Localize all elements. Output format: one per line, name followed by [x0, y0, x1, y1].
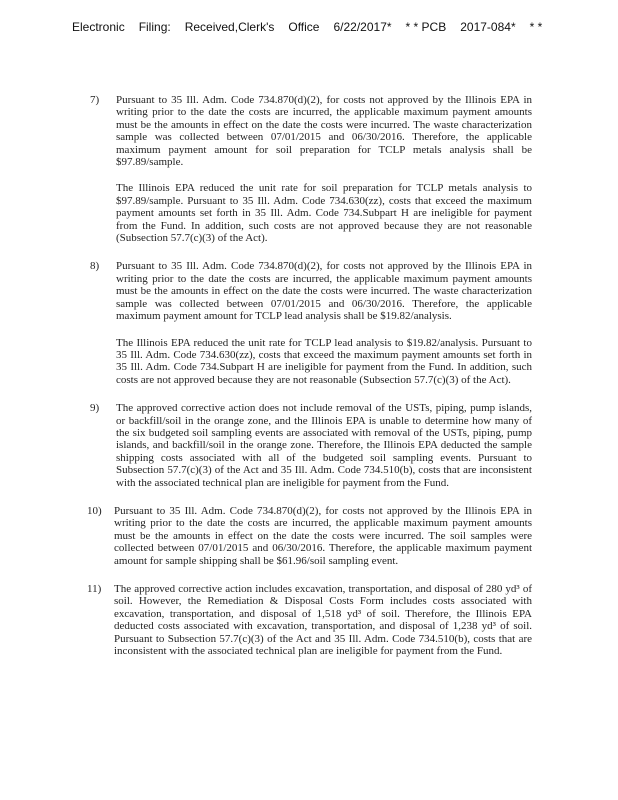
- item-paragraph: The Illinois EPA reduced the unit rate for TCLP lead analysis to $19.82/analysis. Pursuant to 35 Ill. Adm. Code 734.630(zz), costs that exceed the maximum payment amounts set forth in 35 Ill. Adm. Code 734.Subpart H are ineligible for payment from the Fund. In addition, such costs are not approved because they are not reasonable (Subsection 57.7(c)(3) of the Act).: [116, 336, 532, 386]
- header-pcb: * * PCB: [405, 20, 447, 34]
- header-office: Office: [288, 20, 320, 34]
- numbered-item-7: [90, 94, 532, 244]
- filing-stamp-header: [72, 20, 612, 34]
- header-electronic: Electronic: [72, 20, 125, 34]
- item-number: 7): [90, 94, 100, 106]
- numbered-item-8: [90, 260, 532, 386]
- header-docket: 2017-084*: [460, 20, 516, 34]
- header-date: 6/22/2017*: [333, 20, 392, 34]
- header-filing: Filing:: [138, 20, 171, 34]
- numbered-item-10: [87, 504, 532, 567]
- header-received: Received,Clerk's: [184, 20, 275, 34]
- document-body: [87, 94, 532, 658]
- item-paragraph: The approved corrective action includes excavation, transportation, and disposal of 280 yd³ of soil. However, the Remediation & Disposal Costs Form includes costs associated with excavation, transportation, and disposal of 1,518 yd³ of soil. Therefore, the Illinois EPA deducted costs associated with excavation, transportation, and disposal of 1,238 yd³ of soil. Pursuant to Subsection 57.7(c)(3) of the Act and 35 Ill. Adm. Code 734.510(b), costs that are inconsistent with the associated technical plan are ineligible for payment from the Fund.: [114, 583, 532, 658]
- numbered-item-11: [87, 583, 532, 658]
- item-paragraph: The approved corrective action does not include removal of the USTs, piping, pump islands, or backfill/soil in the orange zone, and the Illinois EPA is unable to determine how many of the six budgeted soil sampling events are associated with removal of the USTs, piping, pump islands, and backfill/soil in the orange zone. Therefore, the Illinois EPA deducted the sample shipping costs associated with all of the budgeted soil sampling events. Pursuant to Subsection 57.7(c)(3) of the Act and 35 Ill. Adm. Code 734.510(b), costs that are inconsistent with the associated technical plan are ineligible for payment from the Fund.: [116, 402, 532, 489]
- item-number: 10): [87, 504, 102, 517]
- item-paragraph: Pursuant to 35 Ill. Adm. Code 734.870(d)(2), for costs not approved by the Illinois EPA in writing prior to the date the costs are incurred, the applicable maximum payment amounts must be the amounts in effect on the date the costs were incurred. The waste characterization sample was collected between 07/01/2015 and 06/30/2016. Therefore, the applicable maximum payment amount for TCLP lead analysis shall be $19.82/analysis.: [116, 260, 532, 323]
- header-stars: * *: [529, 20, 543, 34]
- numbered-item-9: [90, 402, 532, 489]
- item-number: 11): [87, 583, 102, 595]
- item-paragraph: Pursuant to 35 Ill. Adm. Code 734.870(d)(2), for costs not approved by the Illinois EPA in writing prior to the date the costs are incurred, the applicable maximum payment amounts must be the amounts in effect on the date the costs were incurred. The soil samples were collected between 07/01/2015 and 06/30/2016. Therefore, the applicable maximum payment amount for sample shipping shall be $61.96/soil sampling event.: [114, 504, 532, 567]
- item-paragraph: Pursuant to 35 Ill. Adm. Code 734.870(d)(2), for costs not approved by the Illinois EPA in writing prior to the date the costs are incurred, the applicable maximum payment amounts must be the amounts in effect on the date the costs were incurred. The waste characterization sample was collected between 07/01/2015 and 06/30/2016. Therefore, the applicable maximum payment amount for soil preparation for TCLP metals analysis shall be $97.89/sample.: [116, 94, 532, 169]
- item-number: 9): [90, 402, 100, 415]
- item-number: 8): [90, 260, 100, 273]
- item-paragraph: The Illinois EPA reduced the unit rate for soil preparation for TCLP metals analysis to $97.89/sample. Pursuant to 35 Ill. Adm. Code 734.630(zz), costs that exceed the maximum payment amounts set forth in 35 Ill. Adm. Code 734.Subpart H are ineligible for payment from the Fund. In addition, such costs are not approved because they are not reasonable (Subsection 57.7(c)(3) of the Act).: [116, 182, 532, 245]
